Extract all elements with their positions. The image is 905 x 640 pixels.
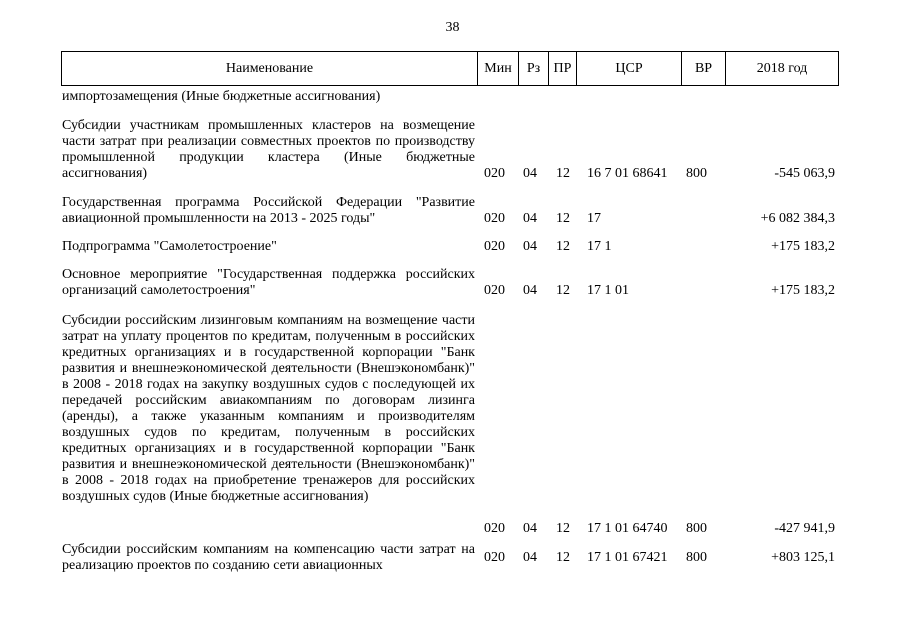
row-min: 020 — [484, 239, 505, 254]
row-name: Субсидии российским лизинговым компаниям на возмещение части затрат на уплату процентов по кредитам, полученным в российских кредитных организациях и в государственной корпорации "Банк развития и внешнеэкономической деятельности (Внешэкономбанк)" в 2008 - 2018 годах на закупку воздушных судов с последующей их передачей российским авиакомпаниям по договорам лизинга (аренды), а также указанным компаниям и производителям воздушных судов по кредитам, полученным в российских кредитных организациях и в государственной корпорации "Банк развития и внешнеэкономической деятельности (Внешэкономбанк)" в 2008 - 2018 годах на приобретение тренажеров для российских воздушных судов (Иные бюджетные ассигнования) — [62, 313, 475, 504]
header-name: Наименование — [62, 52, 478, 86]
row-name: импортозамещения (Иные бюджетные ассигнования) — [62, 89, 381, 104]
row-pr: 12 — [556, 166, 570, 181]
row-name: Государственная программа Российской Федерации "Развитие авиационной промышленности на 2013 - 2025 годы" — [62, 195, 475, 226]
table-row — [0, 195, 905, 238]
row-min: 020 — [484, 283, 505, 298]
row-rz: 04 — [523, 283, 537, 298]
row-pr: 12 — [556, 283, 570, 298]
row-name: Подпрограмма "Самолетостроение" — [62, 239, 277, 254]
table-row — [0, 87, 905, 118]
row-pr: 12 — [556, 211, 570, 226]
row-min: 020 — [484, 550, 505, 565]
table-row — [0, 238, 905, 267]
row-csr: 17 1 01 — [587, 283, 629, 298]
header-pr: ПР — [549, 52, 577, 86]
row-csr: 17 1 01 67421 — [587, 550, 668, 565]
row-csr: 17 — [587, 211, 601, 226]
row-pr: 12 — [556, 521, 570, 536]
table-row — [0, 542, 905, 582]
header-rz: Рз — [519, 52, 549, 86]
row-min: 020 — [484, 211, 505, 226]
row-amount: +175 183,2 — [771, 239, 835, 254]
row-min: 020 — [484, 521, 505, 536]
row-name: Субсидии российским компаниям на компенсацию части затрат на реализацию проектов по созданию сети авиационных — [62, 542, 475, 573]
row-name: Субсидии участникам промышленных кластеров на возмещение части затрат при реализации совместных проектов по производству промышленной продукции кластера (Иные бюджетные ассигнования) — [62, 118, 475, 181]
table-header — [61, 51, 839, 86]
row-rz: 04 — [523, 521, 537, 536]
row-pr: 12 — [556, 239, 570, 254]
row-csr: 17 1 01 64740 — [587, 521, 668, 536]
row-rz: 04 — [523, 239, 537, 254]
header-min: Мин — [478, 52, 519, 86]
table-row — [0, 118, 905, 195]
row-rz: 04 — [523, 550, 537, 565]
row-amount: +803 125,1 — [771, 550, 835, 565]
row-csr: 16 7 01 68641 — [587, 166, 668, 181]
row-vr: 800 — [686, 550, 707, 565]
header-year: 2018 год — [726, 52, 839, 86]
row-amount: +175 183,2 — [771, 283, 835, 298]
row-name: Основное мероприятие "Государственная поддержка российских организаций самолетостроения" — [62, 267, 475, 298]
row-vr: 800 — [686, 521, 707, 536]
header-vr: ВР — [682, 52, 726, 86]
row-min: 020 — [484, 166, 505, 181]
header-csr: ЦСР — [577, 52, 682, 86]
table-row — [0, 267, 905, 313]
row-rz: 04 — [523, 166, 537, 181]
table-body — [0, 87, 905, 582]
row-csr: 17 1 — [587, 239, 612, 254]
row-vr: 800 — [686, 166, 707, 181]
row-amount: +6 082 384,3 — [760, 211, 835, 226]
page-number: 38 — [445, 20, 460, 35]
table-row — [0, 313, 905, 542]
row-amount: -427 941,9 — [774, 521, 835, 536]
row-pr: 12 — [556, 550, 570, 565]
row-rz: 04 — [523, 211, 537, 226]
row-amount: -545 063,9 — [774, 166, 835, 181]
